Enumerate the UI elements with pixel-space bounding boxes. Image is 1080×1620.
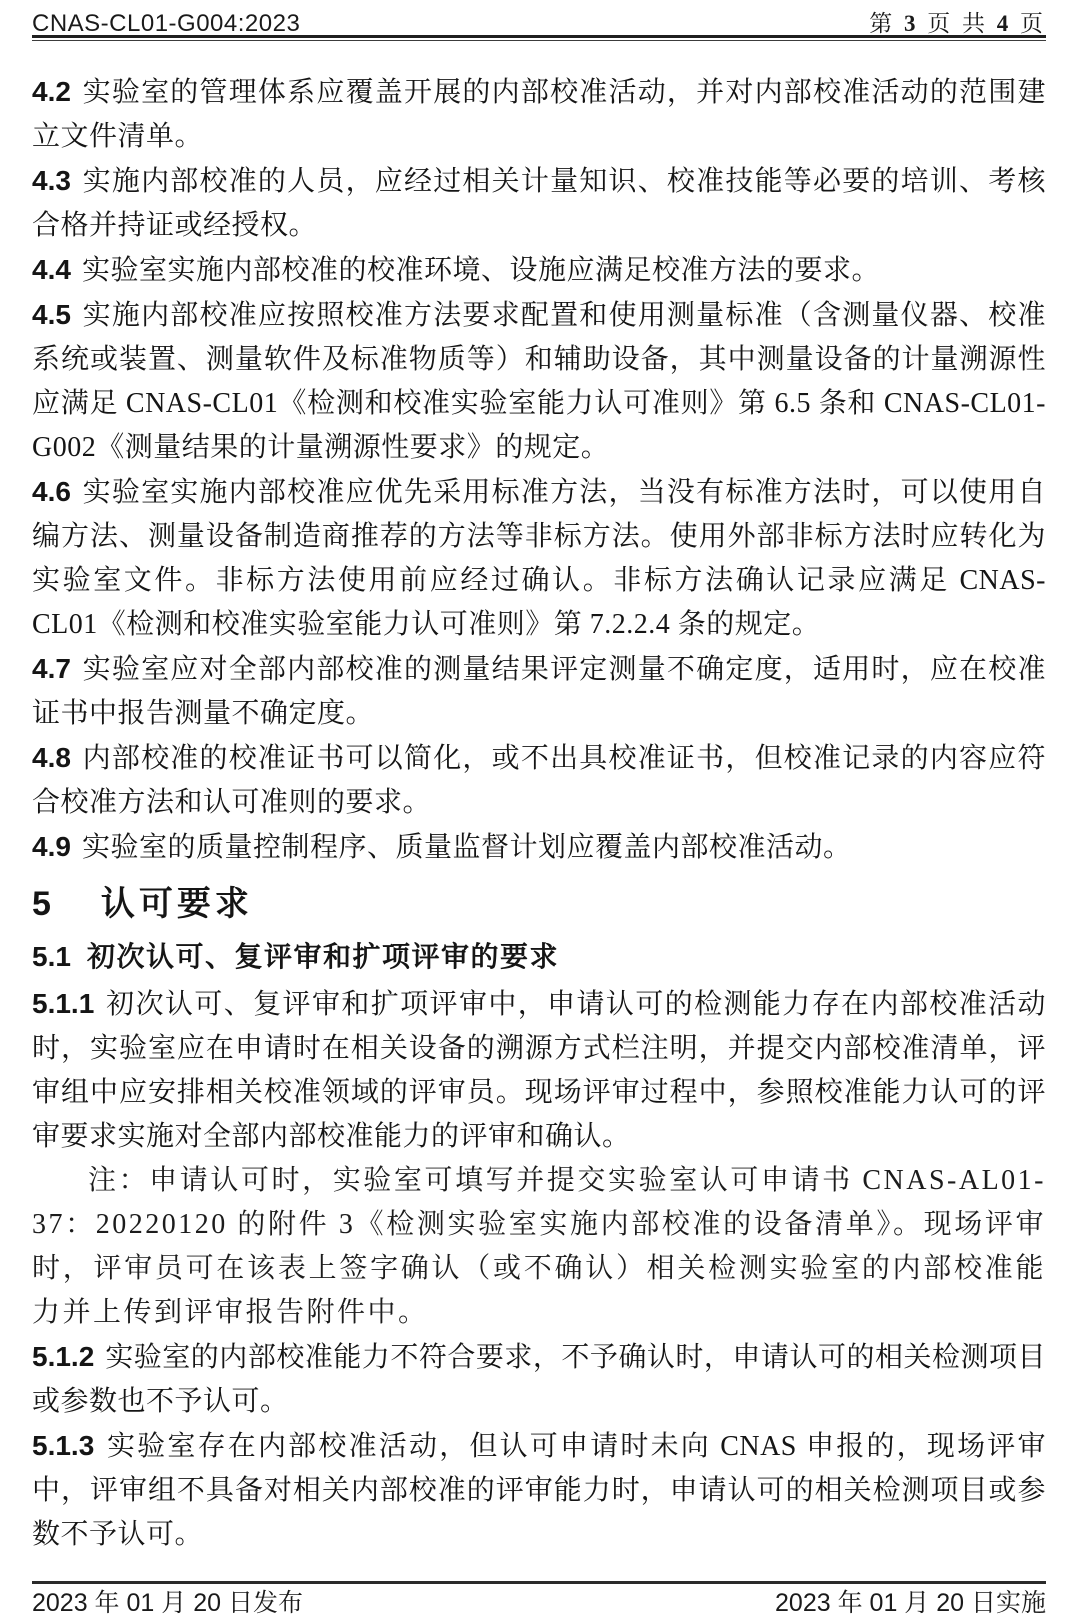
clause-number: 5.1 [32,941,71,972]
clause-number: 4.3 [32,165,71,196]
clause-text: 实验室实施内部校准的校准环境、设施应满足校准方法的要求。 [81,255,880,286]
page-number-value: 3 [904,11,919,36]
clause-text: 初次认可、复评审和扩项评审中，申请认可的检测能力存在内部校准活动时，实验室应在申请时在相关设备的溯源方式栏注明，并提交内部校准清单，评审组中应安排相关校准领域的评审员。现场评审过程中，参照校准能力认可的评审要求实施对全部内部校准能力的评审和确认。 [32,989,1046,1152]
clause-4.3 [32,159,1046,248]
clause-4.5 [32,293,1046,470]
document-number: CNAS-CL01-G004:2023 [32,10,301,37]
section-heading-5.1 [32,934,1046,980]
heading-text: 初次认可、复评审和扩项评审的要求 [86,941,559,972]
clause-text: 实验室实施内部校准应优先采用标准方法，当没有标准方法时，可以使用自编方法、测量设备制造商推荐的方法等非标方法。使用外部非标方法时应转化为实验室文件。非标方法使用前应经过确认。非标方法确认记录应满足 CNAS-CL01《检测和校准实验室能力认可准则》第 7.2.2.4 条的规定。 [32,477,1046,640]
page-number-text: 页 共 [918,11,997,36]
clause-4.6 [32,470,1046,647]
clause-4.7 [32,647,1046,736]
clause-5.1.3 [32,1424,1046,1557]
header-rule [32,35,1046,41]
page-footer [32,1588,1046,1618]
page-number-indicator [869,5,1046,38]
clause-text: 实验室存在内部校准活动，但认可申请时未向 CNAS 申报的，现场评审中，评审组不具备对相关内部校准的评审能力时，申请认可的相关检测项目或参数不予认可。 [32,1431,1046,1550]
clause-4.9 [32,825,1046,870]
page-number-text: 第 [869,11,904,36]
clause-text: 实施内部校准的人员，应经过相关计量知识、校准技能等必要的培训、考核合格并持证或经授权。 [32,166,1046,241]
clause-4.4 [32,248,1046,293]
clause-text: 实验室的管理体系应覆盖开展的内部校准活动，并对内部校准活动的范围建立文件清单。 [32,77,1046,152]
clause-number: 5.1.2 [32,1341,95,1372]
clause-number: 4.7 [32,653,71,684]
clause-number: 4.9 [32,831,71,862]
clause-text: 实验室的内部校准能力不符合要求，不予确认时，申请认可的相关检测项目或参数也不予认可。 [32,1342,1046,1417]
clause-number: 5.1.3 [32,1430,95,1461]
release-date: 2023 年 01 月 20 日发布 [32,1589,303,1617]
clause-number: 5.1.1 [32,988,95,1019]
page-number-text: 页 [1011,11,1046,36]
clause-text: 实验室的质量控制程序、质量监督计划应覆盖内部校准活动。 [81,832,852,863]
clause-4.2 [32,70,1046,159]
note-paragraph: 注：申请认可时，实验室可填写并提交实验室认可申请书 CNAS-AL01-37：20220120 的附件 3《检测实验室实施内部校准的设备清单》。现场评审时，评审员可在该表上签字确认（或不确认）相关检测实验室的内部校准能力并上传到评审报告附件中。 [32,1165,1046,1328]
clause-text: 实验室应对全部内部校准的测量结果评定测量不确定度，适用时，应在校准证书中报告测量不确定度。 [32,654,1046,729]
clause-number: 5 [32,885,51,923]
clause-5.1.2 [32,1335,1046,1424]
page-header [32,5,1046,38]
clause-4.8 [32,736,1046,825]
clause-text: 实施内部校准应按照校准方法要求配置和使用测量标准（含测量仪器、校准系统或装置、测量软件及标准物质等）和辅助设备，其中测量设备的计量溯源性应满足 CNAS-CL01《检测和校准实验室能力认可准则》第 6.5 条和 CNAS-CL01-G002《测量结果的计量溯源性要求》的规定。 [32,300,1046,463]
clause-text: 内部校准的校准证书可以简化，或不出具校准证书，但校准记录的内容应符合校准方法和认可准则的要求。 [32,743,1046,818]
heading-text: 认可要求 [100,885,253,923]
clause-5.1.1 [32,982,1046,1159]
implementation-date: 2023 年 01 月 20 日实施 [775,1589,1046,1617]
section-heading-5 [32,878,1046,930]
document-body [32,70,1046,1557]
page-number-value: 4 [996,11,1012,36]
clause-number: 4.8 [32,742,71,773]
clause-number: 4.4 [32,254,71,285]
clause-number: 4.2 [32,76,71,107]
clause-number: 4.6 [32,476,71,507]
clause-number: 4.5 [32,299,71,330]
footer-rule [32,1581,1046,1584]
